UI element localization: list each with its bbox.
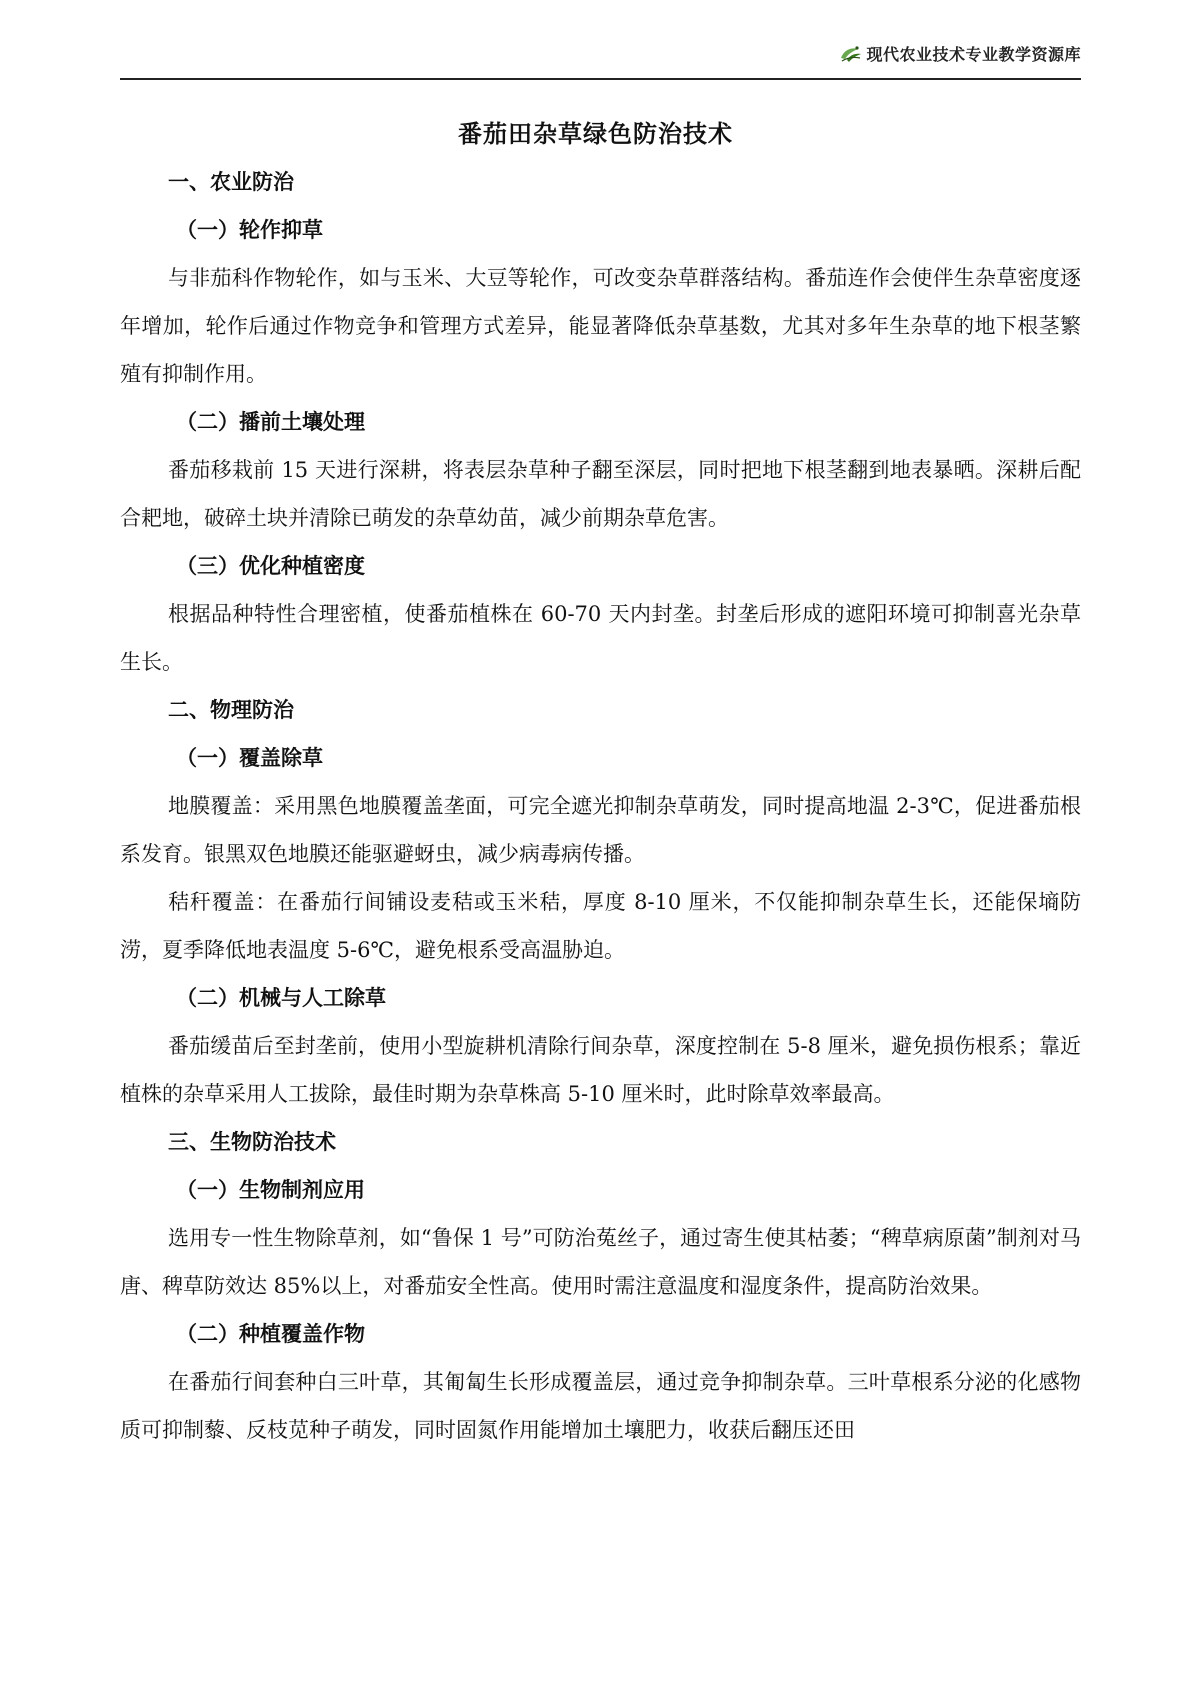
page-header [120, 30, 1081, 80]
section-heading: 一、农业防治 [168, 170, 294, 194]
paragraph: 根据品种特性合理密植，使番茄植株在 60-70 天内封垄。封垄后形成的遮阳环境可抑制喜光杂草生长。 [120, 602, 1081, 674]
subsection-heading: （一）轮作抑草 [176, 217, 323, 242]
paragraph: 与非茄科作物轮作，如与玉米、大豆等轮作，可改变杂草群落结构。番茄连作会使伴生杂草密度逐年增加，轮作后通过作物竞争和管理方式差异，能显著降低杂草基数，尤其对多年生杂草的地下根茎繁殖有抑制作用。 [120, 266, 1081, 386]
document-title: 番茄田杂草绿色防治技术 [458, 120, 733, 148]
subsection-heading: （一）生物制剂应用 [176, 1177, 365, 1202]
paragraph: 秸秆覆盖：在番茄行间铺设麦秸或玉米秸，厚度 8-10 厘米，不仅能抑制杂草生长，还能保墒防涝，夏季降低地表温度 5-6℃，避免根系受高温胁迫。 [120, 890, 1081, 962]
subsection-heading: （二）种植覆盖作物 [176, 1321, 365, 1346]
document-body [120, 158, 1081, 1454]
paragraph: 选用专一性生物除草剂，如“鲁保 1 号”可防治菟丝子，通过寄生使其枯萎；“稗草病原菌”制剂对马唐、稗草防效达 85%以上，对番茄安全性高。使用时需注意温度和湿度条件，提高防治效果。 [120, 1226, 1081, 1298]
subsection-heading: （三）优化种植密度 [176, 553, 365, 578]
paragraph: 番茄移栽前 15 天进行深耕，将表层杂草种子翻至深层，同时把地下根茎翻到地表暴晒。深耕后配合耙地，破碎土块并清除已萌发的杂草幼苗，减少前期杂草危害。 [120, 458, 1081, 530]
subsection-heading: （二）播前土壤处理 [176, 409, 365, 434]
section-heading: 三、生物防治技术 [168, 1130, 336, 1154]
paragraph: 番茄缓苗后至封垄前，使用小型旋耕机清除行间杂草，深度控制在 5-8 厘米，避免损伤根系；靠近植株的杂草采用人工拔除，最佳时期为杂草株高 5-10 厘米时，此时除草效率最高。 [120, 1034, 1081, 1106]
header-title: 现代农业技术专业教学资源库 [866, 45, 1081, 64]
subsection-heading: （二）机械与人工除草 [176, 985, 386, 1010]
leaf-bird-logo-icon [838, 44, 864, 64]
section-heading: 二、物理防治 [168, 698, 294, 722]
paragraph: 在番茄行间套种白三叶草，其匍匐生长形成覆盖层，通过竞争抑制杂草。三叶草根系分泌的化感物质可抑制藜、反枝苋种子萌发，同时固氮作用能增加土壤肥力，收获后翻压还田 [120, 1370, 1081, 1442]
header-logo [838, 42, 1081, 65]
subsection-heading: （一）覆盖除草 [176, 745, 323, 770]
paragraph: 地膜覆盖：采用黑色地膜覆盖垄面，可完全遮光抑制杂草萌发，同时提高地温 2-3℃，促进番茄根系发育。银黑双色地膜还能驱避蚜虫，减少病毒病传播。 [120, 794, 1081, 866]
